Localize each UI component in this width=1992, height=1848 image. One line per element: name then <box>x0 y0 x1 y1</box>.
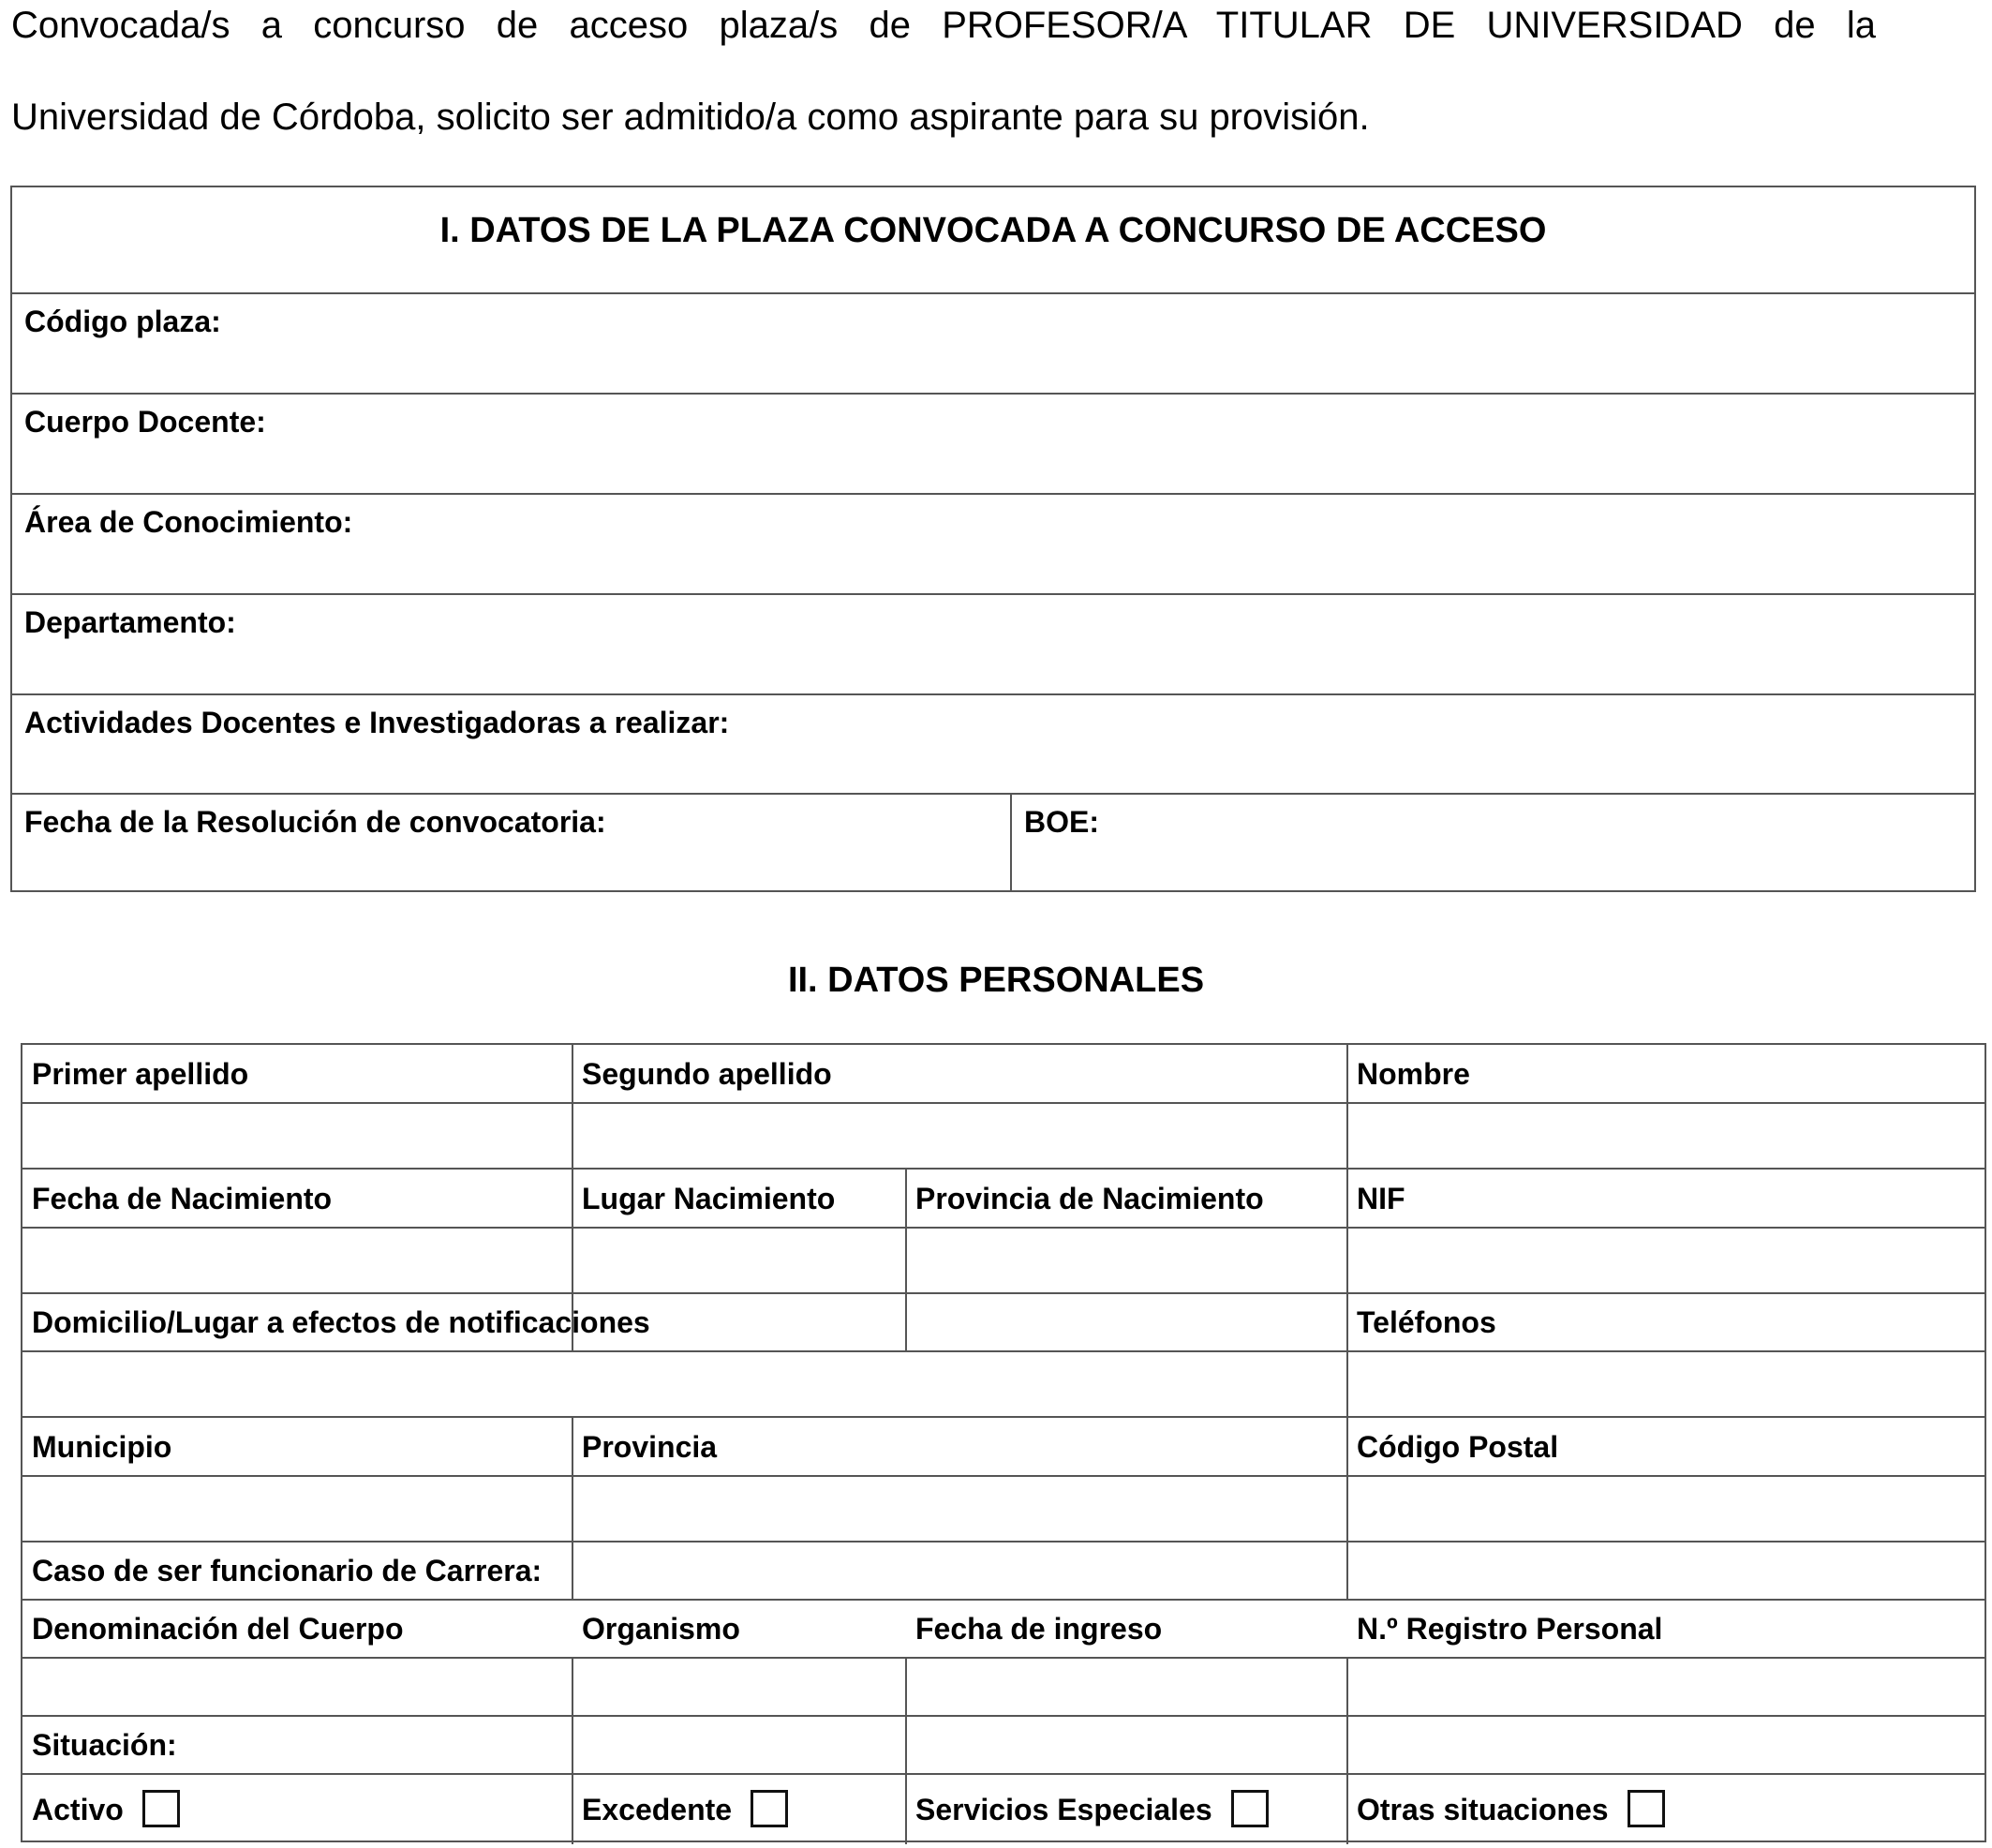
nif-label: NIF <box>1357 1182 1405 1215</box>
activo-label: Activo <box>32 1793 124 1826</box>
area-conocimiento-label: Área de Conocimiento: <box>24 505 353 539</box>
servicios-especiales-checkbox[interactable] <box>1231 1790 1269 1827</box>
fecha-resolucion-label: Fecha de la Resolución de convocatoria: <box>24 805 606 839</box>
column-divider <box>1346 1045 1348 1599</box>
caso-funcionario-label: Caso de ser funcionario de Carrera: <box>32 1554 543 1587</box>
column-divider <box>905 1657 907 1844</box>
excedente-label: Excedente <box>582 1793 733 1826</box>
organismo-label: Organismo <box>582 1612 740 1646</box>
otras-situaciones-checkbox[interactable] <box>1628 1790 1665 1827</box>
segundo-apellido-label: Segundo apellido <box>582 1057 832 1091</box>
row-divider <box>22 1168 1985 1170</box>
fecha-resolucion-cell[interactable] <box>12 795 1010 890</box>
fecha-ingreso-label: Fecha de ingreso <box>915 1612 1163 1646</box>
codigo-plaza-label: Código plaza: <box>24 305 221 338</box>
row-divider <box>22 1657 1985 1659</box>
personal-data-table <box>21 1043 1986 1842</box>
departamento-row[interactable] <box>12 593 1974 693</box>
fecha-nacimiento-label: Fecha de Nacimiento <box>32 1182 333 1215</box>
domicilio-label: Domicilio/Lugar a efectos de notificaciones <box>32 1305 650 1339</box>
row-divider <box>22 1599 1985 1601</box>
column-divider <box>572 1657 573 1844</box>
row-divider <box>22 1292 1985 1294</box>
column-divider <box>572 1416 573 1599</box>
situacion-label: Situación: <box>32 1728 177 1762</box>
servicios-especiales-label: Servicios Especiales <box>915 1793 1212 1826</box>
row-divider <box>22 1541 1985 1542</box>
telefonos-label: Teléfonos <box>1357 1305 1496 1339</box>
activo-option <box>32 1792 180 1831</box>
row-divider <box>22 1715 1985 1717</box>
denominacion-cuerpo-label: Denominación del Cuerpo <box>32 1612 404 1646</box>
otras-situaciones-option <box>1357 1792 1665 1831</box>
lugar-nacimiento-label: Lugar Nacimiento <box>582 1182 836 1215</box>
area-conocimiento-row[interactable] <box>12 493 1974 593</box>
cuerpo-docente-label: Cuerpo Docente: <box>24 405 266 439</box>
departamento-label: Departamento: <box>24 605 236 639</box>
actividades-label: Actividades Docentes e Investigadoras a realizar: <box>24 706 730 739</box>
excedente-checkbox[interactable] <box>751 1790 788 1827</box>
otras-situaciones-label: Otras situaciones <box>1357 1793 1609 1826</box>
primer-apellido-label: Primer apellido <box>32 1057 249 1091</box>
section-2-title: II. DATOS PERSONALES <box>787 961 1205 1000</box>
actividades-row[interactable] <box>12 693 1974 793</box>
row-divider <box>22 1416 1985 1418</box>
codigo-postal-label: Código Postal <box>1357 1430 1559 1464</box>
row-divider <box>22 1227 1985 1229</box>
intro-line-1: Convocada/s a concurso de acceso plaza/s de PROFESOR/A TITULAR DE UNIVERSIDAD de la <box>11 5 1876 46</box>
municipio-label: Municipio <box>32 1430 172 1464</box>
row-divider <box>22 1475 1985 1477</box>
servicios-especiales-option <box>915 1792 1269 1831</box>
column-divider <box>1346 1657 1348 1844</box>
column-divider <box>905 1168 907 1350</box>
row-divider <box>22 1350 1985 1352</box>
provincia-label: Provincia <box>582 1430 718 1464</box>
activo-checkbox[interactable] <box>142 1790 180 1827</box>
codigo-plaza-row[interactable] <box>12 292 1974 393</box>
intro-line-2: Universidad de Córdoba, solicito ser admitido/a como aspirante para su provisión. <box>11 97 1370 138</box>
section-1-title: I. DATOS DE LA PLAZA CONVOCADA A CONCURSO DE ACCESO <box>439 211 1547 250</box>
boe-cell[interactable] <box>1010 795 1974 890</box>
nombre-label: Nombre <box>1357 1057 1470 1091</box>
plaza-data-table <box>10 186 1976 892</box>
convocatoria-row <box>12 793 1974 890</box>
row-divider <box>22 1773 1985 1775</box>
provincia-nacimiento-label: Provincia de Nacimiento <box>915 1182 1264 1215</box>
registro-personal-label: N.º Registro Personal <box>1357 1612 1663 1646</box>
excedente-option <box>582 1792 788 1831</box>
boe-label: BOE: <box>1024 805 1099 839</box>
row-divider <box>22 1102 1985 1104</box>
cuerpo-docente-row[interactable] <box>12 393 1974 493</box>
